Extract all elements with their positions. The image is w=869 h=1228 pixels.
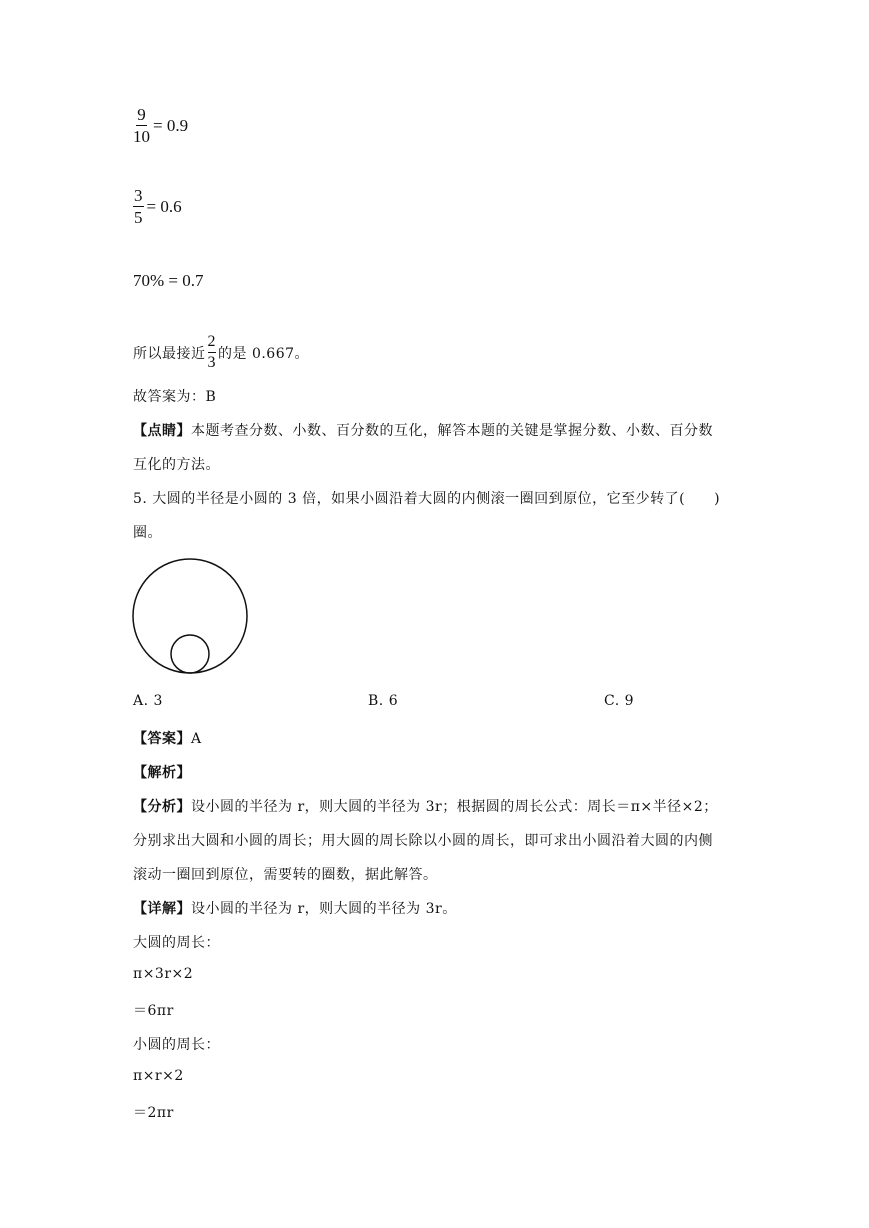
fenxi-text: 设小圆的半径为 r，则大圆的半径为 3r；根据圆的周长公式：周长＝π×半径×2； (191, 799, 718, 815)
denominator: 10 (133, 127, 150, 146)
xiangjie-tag: 【详解】 (133, 901, 191, 917)
calc-line: 小圆的周长： (133, 1037, 220, 1053)
inline-fraction (208, 334, 217, 371)
answer-tag: 【答案】 (133, 731, 191, 747)
circles-diagram (130, 556, 252, 678)
numerator: 2 (208, 334, 217, 353)
conclusion-line (133, 334, 309, 371)
numerator: 3 (134, 186, 143, 205)
calc-line: ＝2πr (133, 1105, 174, 1121)
calc-line: 大圆的周长： (133, 935, 220, 951)
fenxi-line-1 (133, 796, 718, 816)
answer-value: A (191, 731, 202, 747)
jiexi-tag: 【解析】 (133, 765, 191, 781)
fenxi-line-2: 分别求出大圆和小圆的周长；用大圆的周长除以小圆的周长，即可求出小圆沿着大圆的内侧 (133, 833, 713, 849)
question-line-2: 圈。 (133, 525, 162, 541)
answer-section (133, 728, 202, 748)
equation-rhs: = 0.9 (153, 115, 189, 135)
fraction (133, 187, 144, 226)
equation-3-5 (133, 187, 182, 226)
dianjing-tag: 【点睛】 (133, 423, 191, 439)
equation-percent: 70% = 0.7 (133, 271, 204, 290)
fenxi-line-3: 滚动一圈回到原位，需要转的圈数，据此解答。 (133, 867, 438, 883)
option-c: C. 9 (604, 693, 635, 709)
numerator: 9 (137, 105, 146, 124)
denominator: 3 (207, 354, 216, 371)
denominator: 5 (134, 208, 143, 227)
calc-line: ＝6πr (133, 1003, 174, 1019)
equation-9-10 (133, 106, 188, 145)
calc-line: π×3r×2 (133, 966, 194, 982)
xiangjie-text: 设小圆的半径为 r，则大圆的半径为 3r。 (191, 901, 457, 917)
option-a: A. 3 (133, 693, 163, 709)
dianjing-line-1 (133, 420, 713, 440)
fenxi-tag: 【分析】 (133, 799, 191, 815)
conclusion-before: 所以最接近 (133, 345, 206, 362)
question-line-1: 5. 大圆的半径是小圆的 3 倍，如果小圆沿着大圆的内侧滚一圈回到原位，它至少转了( ) (133, 491, 721, 507)
calc-line: π×r×2 (133, 1068, 184, 1084)
small-circle (171, 635, 209, 673)
large-circle (133, 559, 247, 673)
dianjing-line-2: 互化的方法。 (133, 457, 220, 473)
xiangjie-line (133, 898, 457, 918)
equation-rhs: = 0.6 (146, 196, 182, 216)
conclusion-after: 的是 0.667。 (218, 345, 310, 362)
dianjing-text: 本题考查分数、小数、百分数的互化，解答本题的关键是掌握分数、小数、百分数 (191, 423, 713, 439)
fraction (133, 106, 150, 145)
answer-line: 故答案为：B (133, 389, 217, 405)
option-b: B. 6 (368, 693, 399, 709)
